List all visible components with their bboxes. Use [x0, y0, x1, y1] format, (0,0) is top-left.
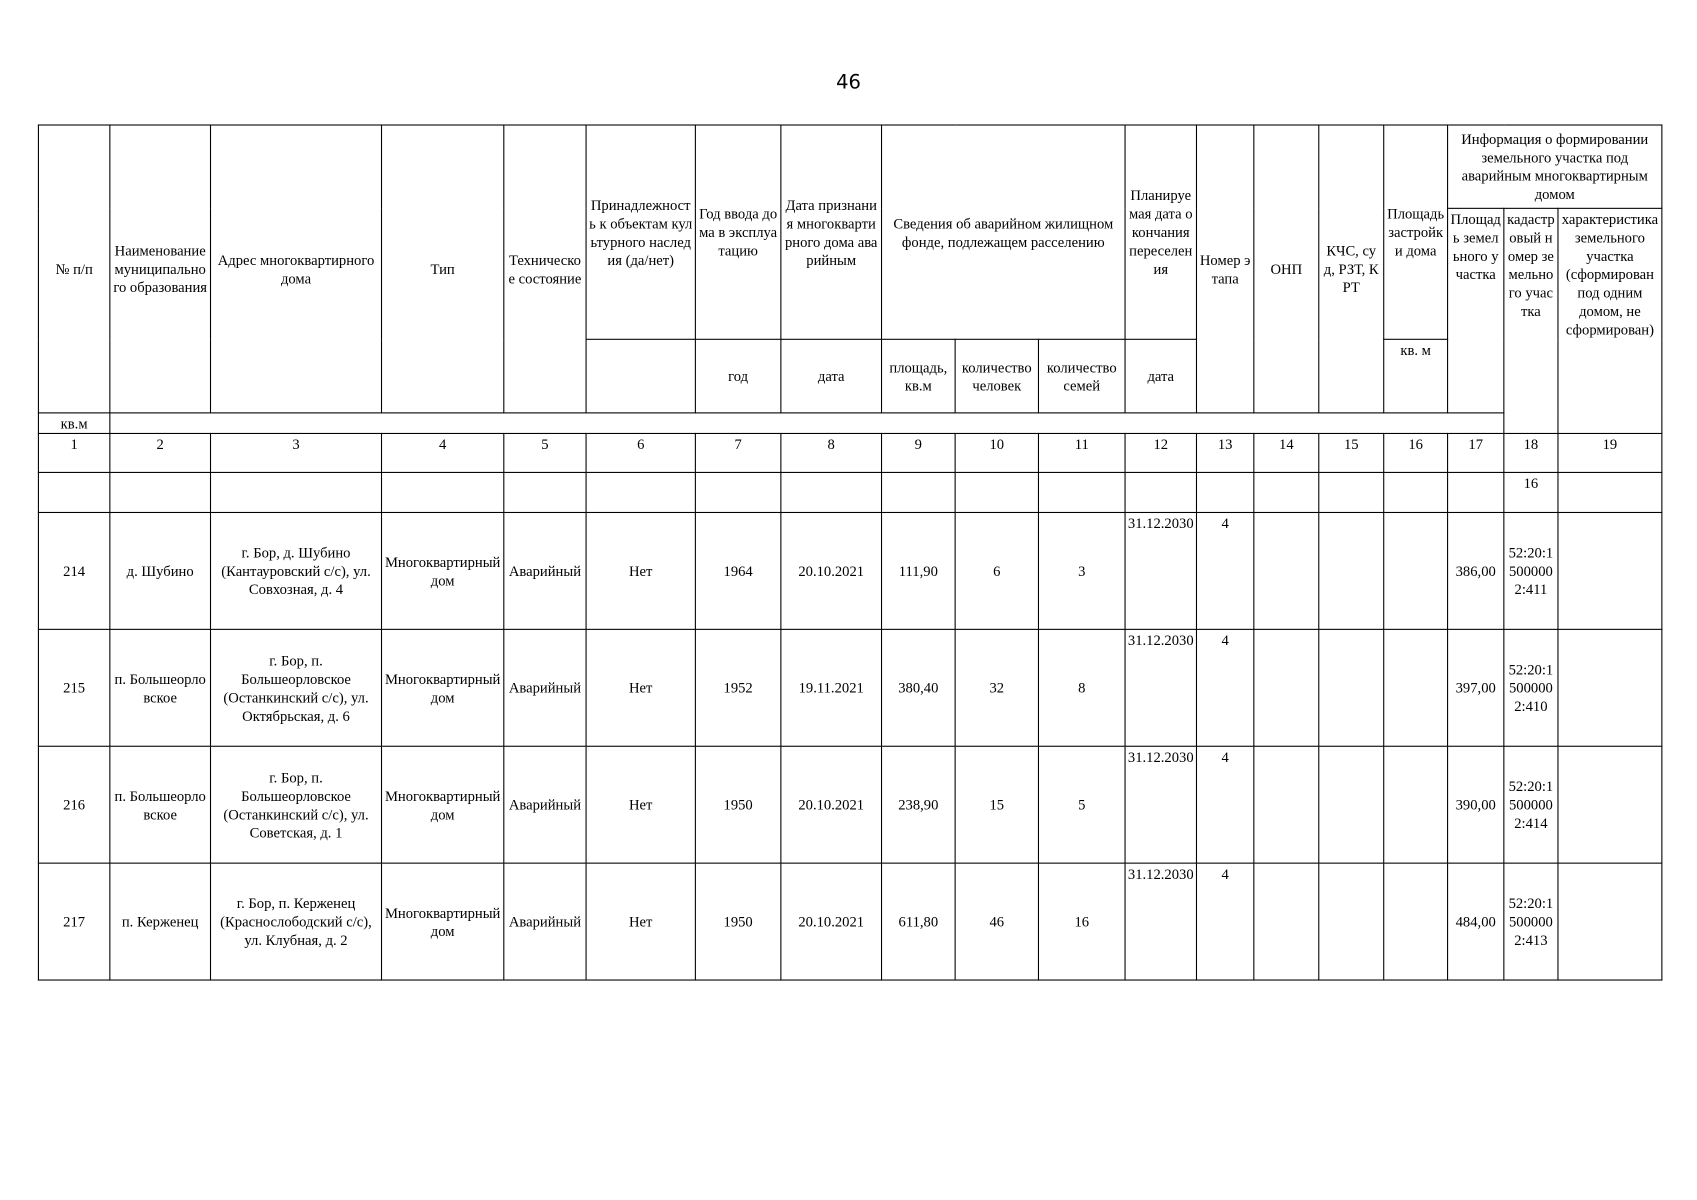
header-col-1: № п/п: [38, 125, 109, 413]
header-sub-17: кв.м: [38, 413, 109, 434]
families-count: 16: [1038, 863, 1125, 980]
carry-over-cell: [211, 472, 382, 512]
land-characteristic: [1558, 512, 1662, 629]
column-number-10: 10: [955, 433, 1038, 472]
land-area: 390,00: [1448, 746, 1504, 863]
people-count: 46: [955, 863, 1038, 980]
carry-over-cell: [38, 472, 109, 512]
heritage: Нет: [586, 863, 695, 980]
carry-over-cell: [382, 472, 504, 512]
municipality: д. Шубино: [110, 512, 211, 629]
header-col-15: КЧС, суд, РЗТ, КРТ: [1319, 125, 1384, 413]
area: 238,90: [882, 746, 956, 863]
carry-over-cell: [781, 472, 882, 512]
stage-number: 4: [1196, 863, 1253, 980]
people-count: 15: [955, 746, 1038, 863]
carry-over-cell: [695, 472, 781, 512]
column-number-17: 17: [1448, 433, 1504, 472]
people-count: 6: [955, 512, 1038, 629]
land-area: 484,00: [1448, 863, 1504, 980]
row-number: 216: [38, 746, 109, 863]
carry-over-cadastral: 16: [1504, 472, 1558, 512]
municipality: п. Большеорловское: [110, 629, 211, 746]
onp: [1254, 512, 1319, 629]
cadastral-number: 52:20:15000002:411: [1504, 512, 1558, 629]
header-col-12: Планируемая дата окончания переселения: [1125, 125, 1196, 339]
header-col-7: Год ввода дома в эксплуатацию: [695, 125, 781, 339]
land-area: 386,00: [1448, 512, 1504, 629]
people-count: 32: [955, 629, 1038, 746]
column-number-16: 16: [1384, 433, 1448, 472]
column-number-12: 12: [1125, 433, 1196, 472]
carry-over-cell: [1254, 472, 1319, 512]
house-type: Многоквартирный дом: [382, 746, 504, 863]
address: г. Бор, п. Большеорловское (Останкинский с/с), ул. Октябрьская, д. 6: [211, 629, 382, 746]
row-number: 215: [38, 629, 109, 746]
carry-over-cell: [110, 472, 211, 512]
carry-over-row: [38, 472, 1661, 512]
address: г. Бор, п. Большеорловское (Останкинский с/с), ул. Советская, д. 1: [211, 746, 382, 863]
land-characteristic: [1558, 746, 1662, 863]
land-characteristic: [1558, 629, 1662, 746]
recognition-date: 20.10.2021: [781, 746, 882, 863]
house-type: Многоквартирный дом: [382, 863, 504, 980]
carry-over-cell: [955, 472, 1038, 512]
table-row: [38, 863, 1661, 980]
header-col-2: Наименование муниципального образования: [110, 125, 211, 413]
commission-year: 1950: [695, 863, 781, 980]
header-col-19: характеристика земельного участка (сформирован под одним домом, не сформирован): [1558, 208, 1662, 433]
column-number-14: 14: [1254, 433, 1319, 472]
header-sub-16: кв. м: [1384, 339, 1448, 413]
families-count: 3: [1038, 512, 1125, 629]
families-count: 8: [1038, 629, 1125, 746]
header-col-3: Адрес многоквартирного дома: [211, 125, 382, 413]
page-number: 46: [836, 71, 861, 95]
commission-year: 1952: [695, 629, 781, 746]
build-area: [1384, 512, 1448, 629]
row-number: 214: [38, 512, 109, 629]
header-col-18: кадастровый номер земельного участка: [1504, 208, 1558, 433]
column-number-9: 9: [882, 433, 956, 472]
area: 380,40: [882, 629, 956, 746]
column-number-8: 8: [781, 433, 882, 472]
column-number-5: 5: [504, 433, 586, 472]
table-row: [38, 629, 1661, 746]
column-number-2: 2: [110, 433, 211, 472]
header-col-13: Номер этапа: [1196, 125, 1253, 413]
build-area: [1384, 629, 1448, 746]
planned-date: 31.12.2030: [1125, 629, 1196, 746]
carry-over-cell: [882, 472, 956, 512]
carry-over-cell: [1448, 472, 1504, 512]
onp: [1254, 863, 1319, 980]
address: г. Бор, п. Керженец (Краснослободский с/с), ул. Клубная, д. 2: [211, 863, 382, 980]
header-sub-11: количество семей: [1038, 339, 1125, 413]
house-type: Многоквартирный дом: [382, 629, 504, 746]
planned-date: 31.12.2030: [1125, 512, 1196, 629]
header-col-6-sub: [586, 339, 695, 413]
header-col-14: ОНП: [1254, 125, 1319, 413]
column-number-3: 3: [211, 433, 382, 472]
heritage: Нет: [586, 746, 695, 863]
onp: [1254, 629, 1319, 746]
cadastral-number: 52:20:15000002:414: [1504, 746, 1558, 863]
header-col-17: Площадь земельного участка: [1448, 208, 1504, 413]
table-row: [38, 746, 1661, 863]
table-row: [38, 512, 1661, 629]
commission-year: 1964: [695, 512, 781, 629]
header-col-16: Площадь застройки дома: [1384, 125, 1448, 339]
column-number-15: 15: [1319, 433, 1384, 472]
onp: [1254, 746, 1319, 863]
kchs: [1319, 512, 1384, 629]
header-sub-8: дата: [781, 339, 882, 413]
column-number-18: 18: [1504, 433, 1558, 472]
row-number: 217: [38, 863, 109, 980]
stage-number: 4: [1196, 629, 1253, 746]
technical-state: Аварийный: [504, 746, 586, 863]
carry-over-cell: [1319, 472, 1384, 512]
area: 611,80: [882, 863, 956, 980]
stage-number: 4: [1196, 746, 1253, 863]
cadastral-number: 52:20:15000002:413: [1504, 863, 1558, 980]
emergency-housing-table: [38, 124, 1663, 980]
carry-over-cell: [1384, 472, 1448, 512]
header-group-17-19: Информация о формировании земельного участка под аварийным многоквартирным домом: [1448, 125, 1662, 208]
column-number-19: 19: [1558, 433, 1662, 472]
header-sub-12: дата: [1125, 339, 1196, 413]
area: 111,90: [882, 512, 956, 629]
stage-number: 4: [1196, 512, 1253, 629]
carry-over-cell: [504, 472, 586, 512]
land-characteristic: [1558, 863, 1662, 980]
planned-date: 31.12.2030: [1125, 863, 1196, 980]
column-number-13: 13: [1196, 433, 1253, 472]
carry-over-cell: [1125, 472, 1196, 512]
carry-over-cell: [1196, 472, 1253, 512]
families-count: 5: [1038, 746, 1125, 863]
kchs: [1319, 746, 1384, 863]
header-col-4: Тип: [382, 125, 504, 413]
heritage: Нет: [586, 629, 695, 746]
column-number-4: 4: [382, 433, 504, 472]
header-sub-7: год: [695, 339, 781, 413]
carry-over-cell: [1038, 472, 1125, 512]
technical-state: Аварийный: [504, 512, 586, 629]
technical-state: Аварийный: [504, 629, 586, 746]
build-area: [1384, 863, 1448, 980]
header-col-6: Принадлежность к объектам культурного наследия (да/нет): [586, 125, 695, 339]
carry-over-cell: [1558, 472, 1662, 512]
address: г. Бор, д. Шубино (Кантауровский с/с), ул. Совхозная, д. 4: [211, 512, 382, 629]
column-number-6: 6: [586, 433, 695, 472]
header-sub-9: площадь, кв.м: [882, 339, 956, 413]
header-group-9-11: Сведения об аварийном жилищном фонде, подлежащем расселению: [882, 125, 1126, 339]
recognition-date: 19.11.2021: [781, 629, 882, 746]
header-col-8: Дата признания многоквартирного дома аварийным: [781, 125, 882, 339]
column-number-11: 11: [1038, 433, 1125, 472]
recognition-date: 20.10.2021: [781, 512, 882, 629]
technical-state: Аварийный: [504, 863, 586, 980]
municipality: п. Керженец: [110, 863, 211, 980]
carry-over-cell: [586, 472, 695, 512]
cadastral-number: 52:20:15000002:410: [1504, 629, 1558, 746]
commission-year: 1950: [695, 746, 781, 863]
kchs: [1319, 629, 1384, 746]
column-number-7: 7: [695, 433, 781, 472]
recognition-date: 20.10.2021: [781, 863, 882, 980]
column-number-1: 1: [38, 433, 109, 472]
kchs: [1319, 863, 1384, 980]
municipality: п. Большеорловское: [110, 746, 211, 863]
heritage: Нет: [586, 512, 695, 629]
build-area: [1384, 746, 1448, 863]
land-area: 397,00: [1448, 629, 1504, 746]
planned-date: 31.12.2030: [1125, 746, 1196, 863]
header-col-5: Техническое состояние: [504, 125, 586, 413]
house-type: Многоквартирный дом: [382, 512, 504, 629]
header-sub-10: количество человек: [955, 339, 1038, 413]
